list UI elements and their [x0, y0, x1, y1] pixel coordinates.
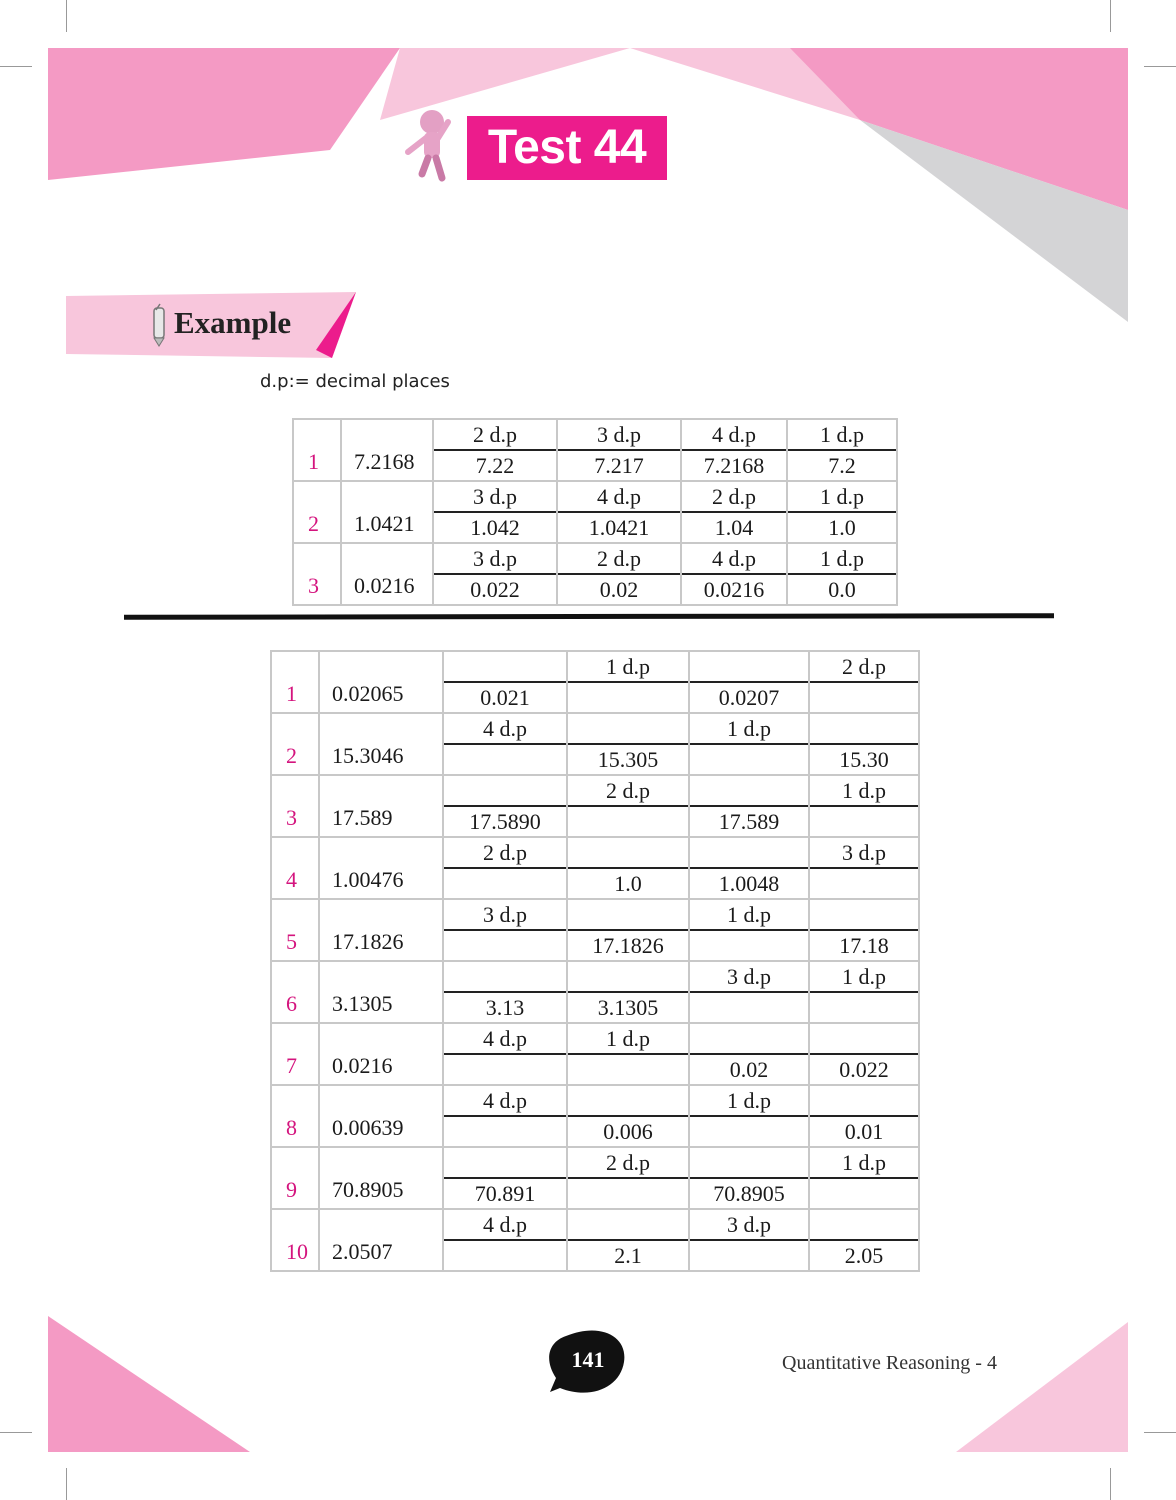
decimal-places-cell: 2 d.p — [557, 543, 681, 574]
row-number: 8 — [271, 1085, 319, 1147]
decimal-places-cell: 4 d.p — [443, 713, 567, 744]
rounded-answer-cell: 0.022 — [809, 1054, 919, 1085]
decimal-places-cell — [689, 1147, 809, 1178]
decimal-places-cell: 2 d.p — [567, 1147, 689, 1178]
rounded-answer-cell — [689, 930, 809, 961]
page-title: Test 44 — [467, 116, 667, 180]
rounded-answer-cell — [689, 992, 809, 1023]
decimal-places-cell: 1 d.p — [809, 961, 919, 992]
decimal-places-cell: 2 d.p — [681, 481, 787, 512]
rounded-answer-cell: 0.0216 — [681, 574, 787, 605]
example-table — [292, 418, 898, 606]
rounded-answer-cell — [443, 1054, 567, 1085]
decimal-places-cell: 3 d.p — [433, 543, 557, 574]
decimal-places-cell: 1 d.p — [787, 543, 897, 574]
decimal-places-cell — [809, 899, 919, 930]
number-value: 0.02065 — [319, 651, 443, 713]
row-number: 2 — [271, 713, 319, 775]
rounded-answer-cell — [567, 1178, 689, 1209]
decimal-places-cell: 1 d.p — [787, 419, 897, 450]
rounded-answer-cell: 0.006 — [567, 1116, 689, 1147]
table-row — [271, 899, 919, 930]
rounded-answer-cell — [809, 992, 919, 1023]
definition-note: d.p:= decimal places — [260, 371, 450, 392]
rounded-answer-cell — [567, 806, 689, 837]
decimal-places-cell: 1 d.p — [809, 775, 919, 806]
rounded-answer-cell — [443, 930, 567, 961]
table-row — [271, 1147, 919, 1178]
table-row — [271, 1209, 919, 1240]
number-value: 0.0216 — [319, 1023, 443, 1085]
rounded-answer-cell: 17.18 — [809, 930, 919, 961]
rounded-answer-cell — [443, 868, 567, 899]
pencil-icon — [146, 302, 172, 348]
decimal-places-cell: 3 d.p — [809, 837, 919, 868]
rounded-answer-cell: 0.02 — [557, 574, 681, 605]
row-number: 1 — [271, 651, 319, 713]
decimal-places-cell: 4 d.p — [443, 1209, 567, 1240]
rounded-answer-cell: 0.022 — [433, 574, 557, 605]
number-value: 0.00639 — [319, 1085, 443, 1147]
rounded-answer-cell: 0.021 — [443, 682, 567, 713]
decimal-places-cell: 1 d.p — [689, 899, 809, 930]
row-number: 6 — [271, 961, 319, 1023]
decimal-places-cell — [567, 1085, 689, 1116]
decimal-places-cell — [809, 1023, 919, 1054]
table-row — [271, 713, 919, 744]
rounded-answer-cell: 1.042 — [433, 512, 557, 543]
rounded-answer-cell: 15.30 — [809, 744, 919, 775]
rounded-answer-cell: 0.0207 — [689, 682, 809, 713]
rounded-answer-cell — [809, 682, 919, 713]
decimal-places-cell: 3 d.p — [557, 419, 681, 450]
rounded-answer-cell — [809, 868, 919, 899]
rounded-answer-cell: 2.05 — [809, 1240, 919, 1271]
rounded-answer-cell: 2.1 — [567, 1240, 689, 1271]
decimal-places-cell — [567, 713, 689, 744]
decimal-places-cell — [689, 651, 809, 682]
rounded-answer-cell: 17.5890 — [443, 806, 567, 837]
rounded-answer-cell: 7.2 — [787, 450, 897, 481]
number-value: 2.0507 — [319, 1209, 443, 1271]
decimal-places-cell: 3 d.p — [689, 961, 809, 992]
decimal-places-cell — [443, 961, 567, 992]
rounded-answer-cell — [809, 1178, 919, 1209]
mascot-icon — [402, 108, 462, 184]
decimal-places-cell: 1 d.p — [689, 1085, 809, 1116]
rounded-answer-cell: 7.217 — [557, 450, 681, 481]
decimal-places-cell: 2 d.p — [443, 837, 567, 868]
decimal-places-cell: 1 d.p — [689, 713, 809, 744]
exercise-table — [270, 650, 920, 1272]
rounded-answer-cell: 7.2168 — [681, 450, 787, 481]
table-row — [271, 837, 919, 868]
decimal-places-cell: 4 d.p — [557, 481, 681, 512]
rounded-answer-cell: 0.0 — [787, 574, 897, 605]
decimal-places-cell: 1 d.p — [809, 1147, 919, 1178]
row-number: 9 — [271, 1147, 319, 1209]
rounded-answer-cell: 3.1305 — [567, 992, 689, 1023]
number-value: 1.0421 — [341, 481, 433, 543]
decimal-places-cell: 3 d.p — [433, 481, 557, 512]
row-number: 10 — [271, 1209, 319, 1271]
decimal-places-cell: 3 d.p — [443, 899, 567, 930]
decimal-places-cell — [689, 837, 809, 868]
decimal-places-cell: 3 d.p — [689, 1209, 809, 1240]
row-number: 1 — [293, 419, 341, 481]
rounded-answer-cell — [443, 1240, 567, 1271]
number-value: 17.1826 — [319, 899, 443, 961]
decimal-places-cell: 2 d.p — [567, 775, 689, 806]
number-value: 3.1305 — [319, 961, 443, 1023]
number-value: 70.8905 — [319, 1147, 443, 1209]
decimal-places-cell — [567, 1209, 689, 1240]
row-number: 3 — [271, 775, 319, 837]
number-value: 15.3046 — [319, 713, 443, 775]
rounded-answer-cell: 17.589 — [689, 806, 809, 837]
rounded-answer-cell: 0.02 — [689, 1054, 809, 1085]
number-value: 7.2168 — [341, 419, 433, 481]
rounded-answer-cell: 1.0 — [567, 868, 689, 899]
decimal-places-cell: 2 d.p — [809, 651, 919, 682]
rounded-answer-cell — [443, 744, 567, 775]
number-value: 1.00476 — [319, 837, 443, 899]
rounded-answer-cell: 3.13 — [443, 992, 567, 1023]
row-number: 2 — [293, 481, 341, 543]
decimal-places-cell — [809, 713, 919, 744]
table-row — [293, 481, 897, 512]
decimal-places-cell — [689, 1023, 809, 1054]
decimal-places-cell: 4 d.p — [443, 1023, 567, 1054]
page-number: 141 — [571, 1347, 605, 1372]
number-value: 0.0216 — [341, 543, 433, 605]
rounded-answer-cell — [809, 806, 919, 837]
decimal-places-cell: 4 d.p — [681, 419, 787, 450]
decimal-places-cell — [567, 961, 689, 992]
decimal-places-cell — [567, 899, 689, 930]
decimal-places-cell: 4 d.p — [681, 543, 787, 574]
book-title: Quantitative Reasoning - 4 — [782, 1352, 997, 1374]
number-value: 17.589 — [319, 775, 443, 837]
decimal-places-cell: 1 d.p — [567, 651, 689, 682]
decimal-places-cell: 1 d.p — [787, 481, 897, 512]
decimal-places-cell — [689, 775, 809, 806]
row-number: 3 — [293, 543, 341, 605]
rounded-answer-cell — [689, 1116, 809, 1147]
table-row — [293, 543, 897, 574]
table-row — [271, 651, 919, 682]
rounded-answer-cell: 15.305 — [567, 744, 689, 775]
decimal-places-cell — [567, 837, 689, 868]
rounded-answer-cell: 7.22 — [433, 450, 557, 481]
rounded-answer-cell: 17.1826 — [567, 930, 689, 961]
rounded-answer-cell: 1.0421 — [557, 512, 681, 543]
section-heading: Example — [174, 305, 292, 340]
row-number: 5 — [271, 899, 319, 961]
decimal-places-cell — [443, 651, 567, 682]
decimal-places-cell: 4 d.p — [443, 1085, 567, 1116]
rounded-answer-cell: 0.01 — [809, 1116, 919, 1147]
decimal-places-cell: 1 d.p — [567, 1023, 689, 1054]
rounded-answer-cell — [567, 682, 689, 713]
decimal-places-cell — [443, 1147, 567, 1178]
rounded-answer-cell — [567, 1054, 689, 1085]
decimal-places-cell — [443, 775, 567, 806]
rounded-answer-cell — [689, 744, 809, 775]
rounded-answer-cell: 1.0 — [787, 512, 897, 543]
table-row — [271, 961, 919, 992]
rounded-answer-cell: 70.891 — [443, 1178, 567, 1209]
row-number: 7 — [271, 1023, 319, 1085]
rounded-answer-cell: 1.04 — [681, 512, 787, 543]
row-number: 4 — [271, 837, 319, 899]
decimal-places-cell — [809, 1209, 919, 1240]
decimal-places-cell: 2 d.p — [433, 419, 557, 450]
table-row — [293, 419, 897, 450]
decimal-places-cell — [809, 1085, 919, 1116]
rounded-answer-cell — [443, 1116, 567, 1147]
table-row — [271, 1085, 919, 1116]
rounded-answer-cell: 70.8905 — [689, 1178, 809, 1209]
rounded-answer-cell: 1.0048 — [689, 868, 809, 899]
rounded-answer-cell — [689, 1240, 809, 1271]
table-row — [271, 1023, 919, 1054]
table-row — [271, 775, 919, 806]
